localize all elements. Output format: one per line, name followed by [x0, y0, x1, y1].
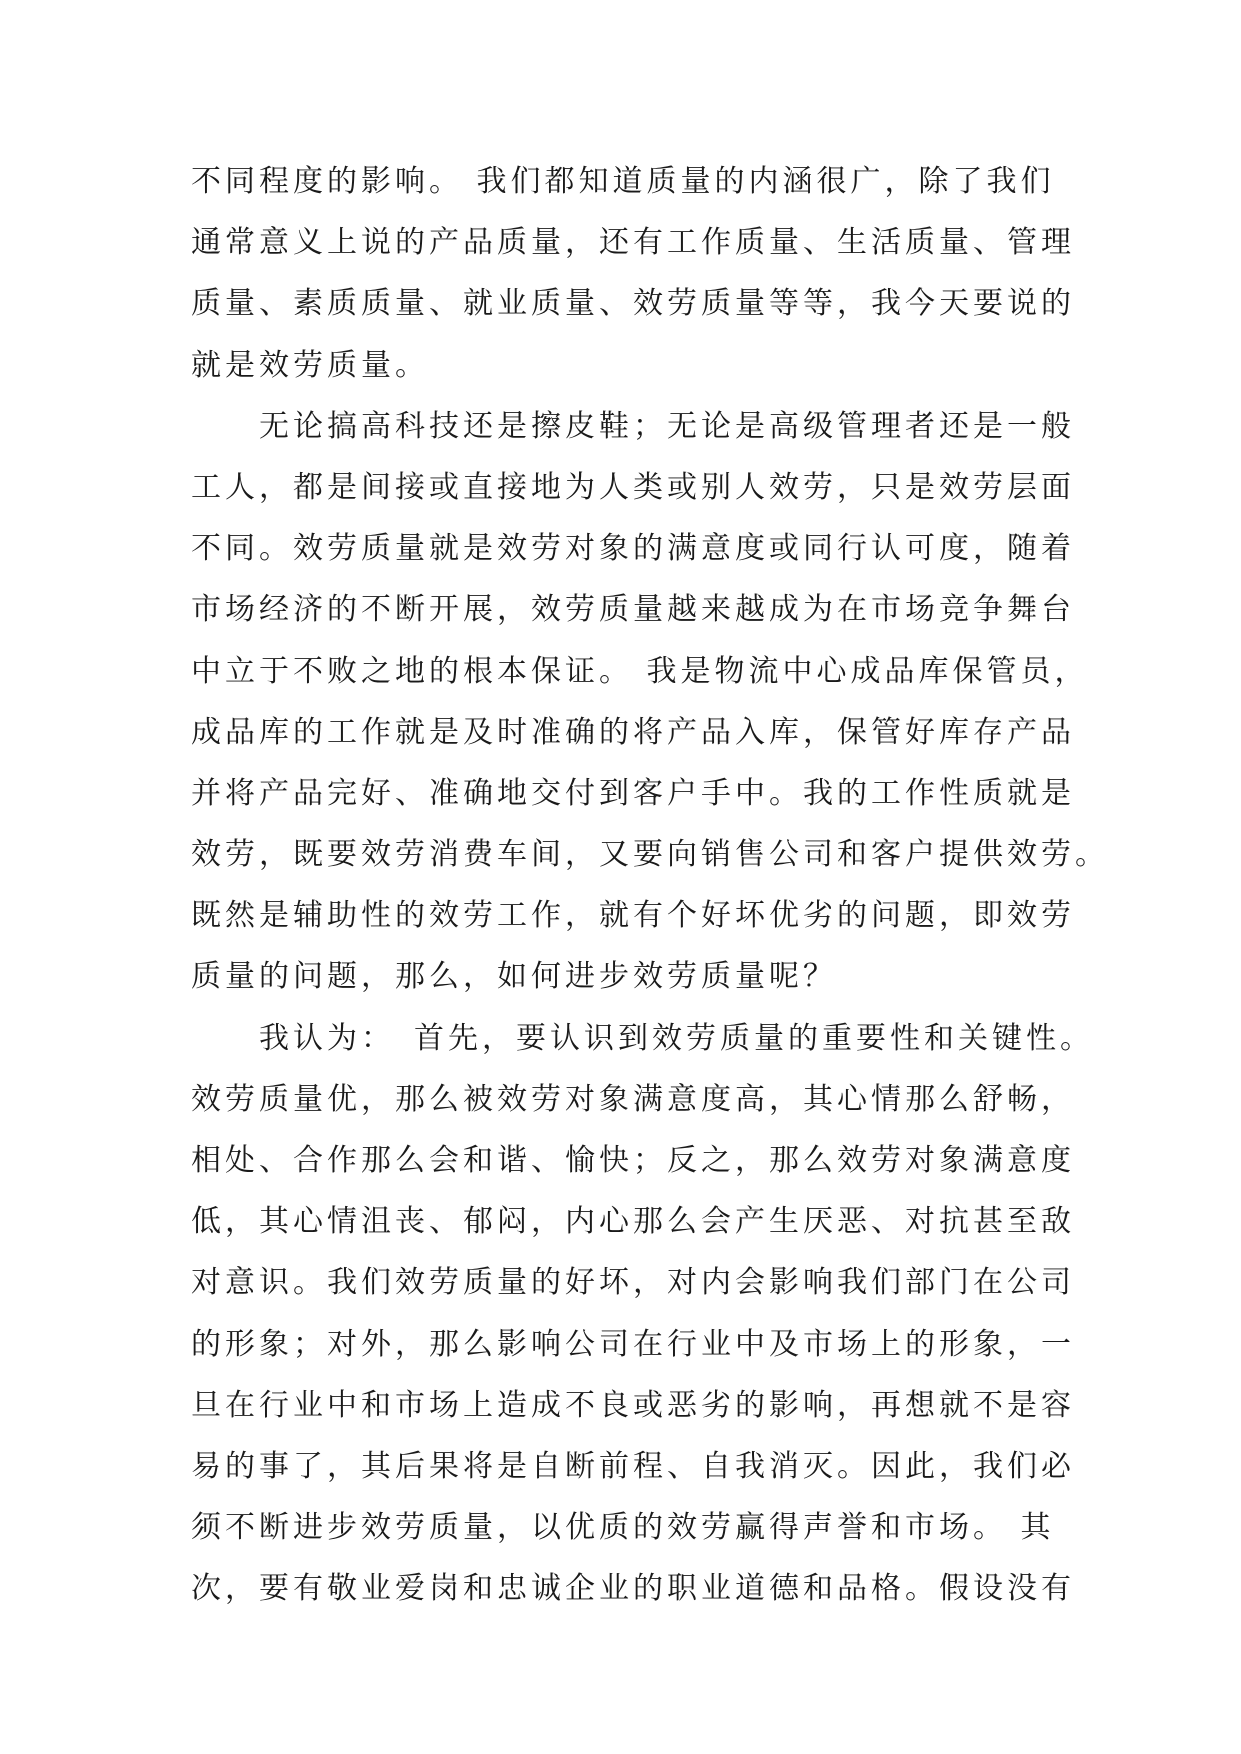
body-text: [191, 151, 1109, 1620]
text-line: 效劳，既要效劳消费车间，又要向销售公司和客户提供效劳。: [191, 837, 1109, 873]
text-line: 我认为： 首先，要认识到效劳质量的重要性和关键性。: [191, 1020, 1094, 1056]
text-line: 并将产品完好、准确地交付到客户手中。我的工作性质就是: [191, 775, 1075, 811]
text-line: 工人，都是间接或直接地为人类或别人效劳，只是效劳层面: [191, 469, 1075, 505]
text-line: 须不断进步效劳质量，以优质的效劳赢得声誉和市场。 其: [191, 1510, 1055, 1546]
text-line: 的形象；对外，那么影响公司在行业中及市场上的形象，一: [191, 1326, 1075, 1362]
text-line: 次，要有敬业爱岗和忠诚企业的职业道德和品格。假设没有: [191, 1571, 1075, 1607]
text-line: 质量的问题，那么，如何进步效劳质量呢？: [191, 959, 837, 995]
text-line: 低，其心情沮丧、郁闷，内心那么会产生厌恶、对抗甚至敌: [191, 1204, 1075, 1240]
text-line: 无论搞高科技还是擦皮鞋；无论是高级管理者还是一般: [191, 408, 1075, 444]
text-line: 对意识。我们效劳质量的好坏，对内会影响我们部门在公司: [191, 1265, 1075, 1301]
text-line: 相处、合作那么会和谐、愉快；反之，那么效劳对象满意度: [191, 1143, 1075, 1178]
text-line: 通常意义上说的产品质量，还有工作质量、生活质量、管理: [191, 225, 1075, 261]
text-line: 中立于不败之地的根本保证。 我是物流中心成品库保管员，: [191, 653, 1089, 689]
text-line: 旦在行业中和市场上造成不良或恶劣的影响，再想就不是容: [191, 1387, 1075, 1423]
text-line: 不同程度的影响。 我们都知道质量的内涵很广，除了我们: [191, 164, 1055, 199]
text-line: 质量、素质质量、就业质量、效劳质量等等，我今天要说的: [191, 286, 1075, 322]
text-line: 既然是辅助性的效劳工作，就有个好坏优劣的问题，即效劳: [191, 898, 1075, 934]
text-line: 易的事了，其后果将是自断前程、自我消灭。因此，我们必: [191, 1448, 1075, 1484]
text-line: 效劳质量优，那么被效劳对象满意度高，其心情那么舒畅，: [191, 1081, 1075, 1117]
text-line: 不同。效劳质量就是效劳对象的满意度或同行认可度，随着: [191, 531, 1075, 567]
text-line: 成品库的工作就是及时准确的将产品入库，保管好库存产品: [191, 714, 1075, 750]
text-line: 市场经济的不断开展，效劳质量越来越成为在市场竞争舞台: [191, 592, 1075, 628]
text-line: 就是效劳质量。: [191, 347, 429, 383]
